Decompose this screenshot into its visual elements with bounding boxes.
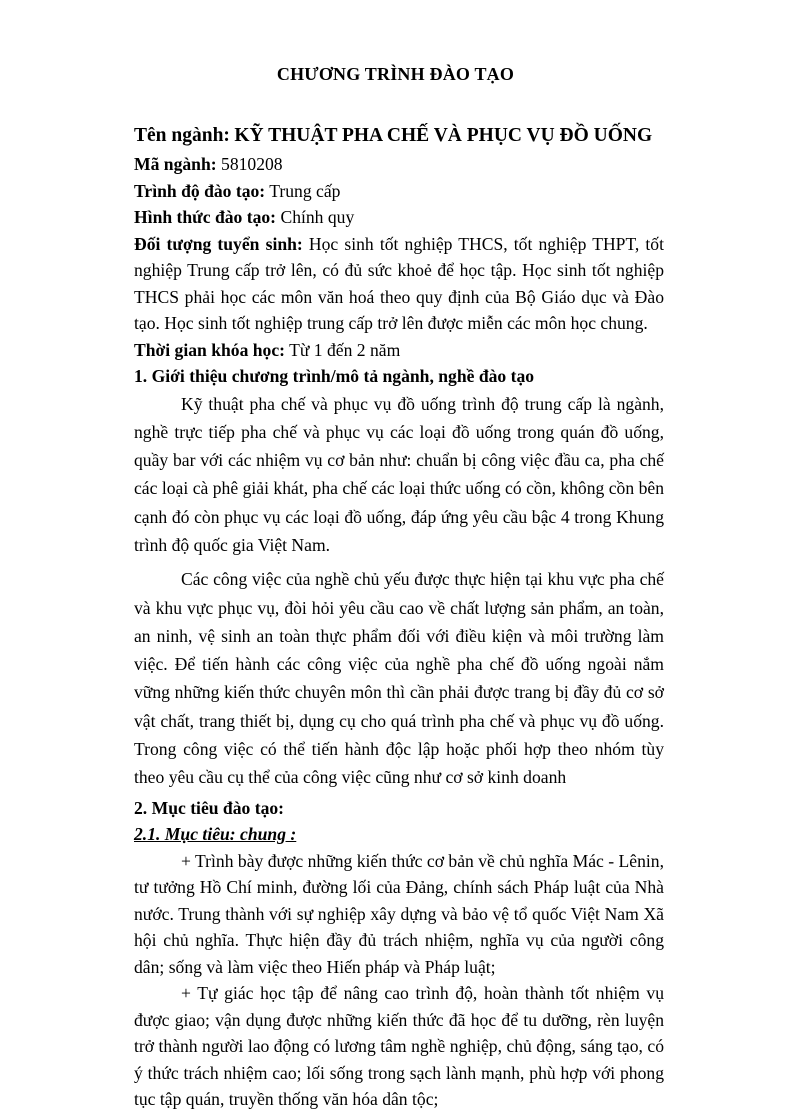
field-trinh-do xyxy=(134,178,664,205)
body-paragraph: Các công việc của nghề chủ yếu được thực hiện tại khu vực pha chế và khu vực phục vụ, đòi hỏi yêu cầu cao về chất lượng sản phẩm, an toàn, an ninh, vệ sinh an toàn thực phẩm đối với điều kiện và môi trường làm việc. Để tiến hành các công việc của nghề pha chế đồ uống ngoài nắm vững những kiến thức chuyên môn thì cần phải được trang bị đầy đủ cơ sở vật chất, trang thiết bị, dụng cụ cho quá trình pha chế và phục vụ đồ uống. Trong công việc có thể tiến hành độc lập hoặc phối hợp theo nhóm tùy theo yêu cầu cụ thể của công việc cũng như cơ sở kinh doanh xyxy=(134,569,664,788)
field-value: 5810208 xyxy=(221,154,283,174)
field-value: Chính quy xyxy=(280,207,355,227)
field-hinh-thuc xyxy=(134,204,664,231)
field-doi-tuong xyxy=(134,231,664,337)
section-heading: 2. Mục tiêu đào tạo: xyxy=(134,797,285,818)
field-value: Trung cấp xyxy=(269,180,341,201)
field-ma-nganh xyxy=(134,151,664,178)
field-value: Từ 1 đến 2 năm xyxy=(289,339,401,360)
field-value: KỸ THUẬT PHA CHẾ VÀ PHỤC VỤ ĐỒ UỐNG xyxy=(234,125,653,146)
field-ten-nganh xyxy=(134,120,664,151)
body-paragraph: Kỹ thuật pha chế và phục vụ đồ uống trình độ trung cấp là ngành, nghề trực tiếp pha chế và phục vụ các loại đồ uống trong quán đồ uống, quầy bar với các nhiệm vụ cơ bản như: chuẩn bị công việc đầu ca, pha chế các loại cà phê giải khát, pha chế các loại thức uống có cồn, không cồn bên cạnh đó còn phục vụ các loại đồ uống, đáp ứng yêu cầu bậc 4 trong Khung trình độ quốc gia Việt Nam. xyxy=(134,393,664,555)
field-value: Học sinh tốt nghiệp THCS, tốt nghiệp THPT, tốt nghiệp Trung cấp trở lên, có đủ sức khoẻ để học tập. Học sinh tốt nghiệp THCS phải học các môn văn hoá theo quy định của Bộ Giáo dục và Đào tạo. Học sinh tốt nghiệp trung cấp trở lên được miễn các môn học chung. xyxy=(134,233,664,333)
field-thoi-gian xyxy=(134,337,664,364)
document-body xyxy=(134,120,664,1113)
field-label: Trình độ đào tạo: xyxy=(134,180,266,201)
field-label: Hình thức đào tạo: xyxy=(134,207,277,227)
field-label: Đối tượng tuyển sinh: xyxy=(134,233,303,254)
list-item: + Trình bày được những kiến thức cơ bản về chủ nghĩa Mác - Lênin, tư tưởng Hồ Chí minh, đường lối của Đảng, chính sách Pháp luật của Nhà nước. Trung thành với sự nghiệp xây dựng và bảo vệ tổ quốc Việt Nam Xã hội chủ nghĩa. Thực hiện đầy đủ trách nhiệm, nghĩa vụ của người công dân; sống và làm việc theo Hiến pháp và Pháp luật; xyxy=(134,850,664,977)
document-title: CHƯƠNG TRÌNH ĐÀO TẠO xyxy=(276,64,515,84)
field-label: Mã ngành: xyxy=(134,154,217,174)
field-label: Tên ngành: xyxy=(134,125,230,146)
subsection-heading: 2.1. Mục tiêu: chung : xyxy=(134,824,297,845)
section-heading: 1. Giới thiệu chương trình/mô tả ngành, nghề đào tạo xyxy=(134,366,535,386)
list-item: + Tự giác học tập để nâng cao trình độ, hoàn thành tốt nhiệm vụ được giao; vận dụng được những kiến thức đã học để tu dưỡng, rèn luyện trở thành người lao động có lương tâm nghề nghiệp, chủ động, sáng tạo, có ý thức trách nhiệm cao; lối sống trong sạch lành mạnh, phù hợp với phong tục tập quán, truyền thống văn hóa dân tộc; xyxy=(134,983,664,1110)
field-label: Thời gian khóa học: xyxy=(134,339,286,360)
